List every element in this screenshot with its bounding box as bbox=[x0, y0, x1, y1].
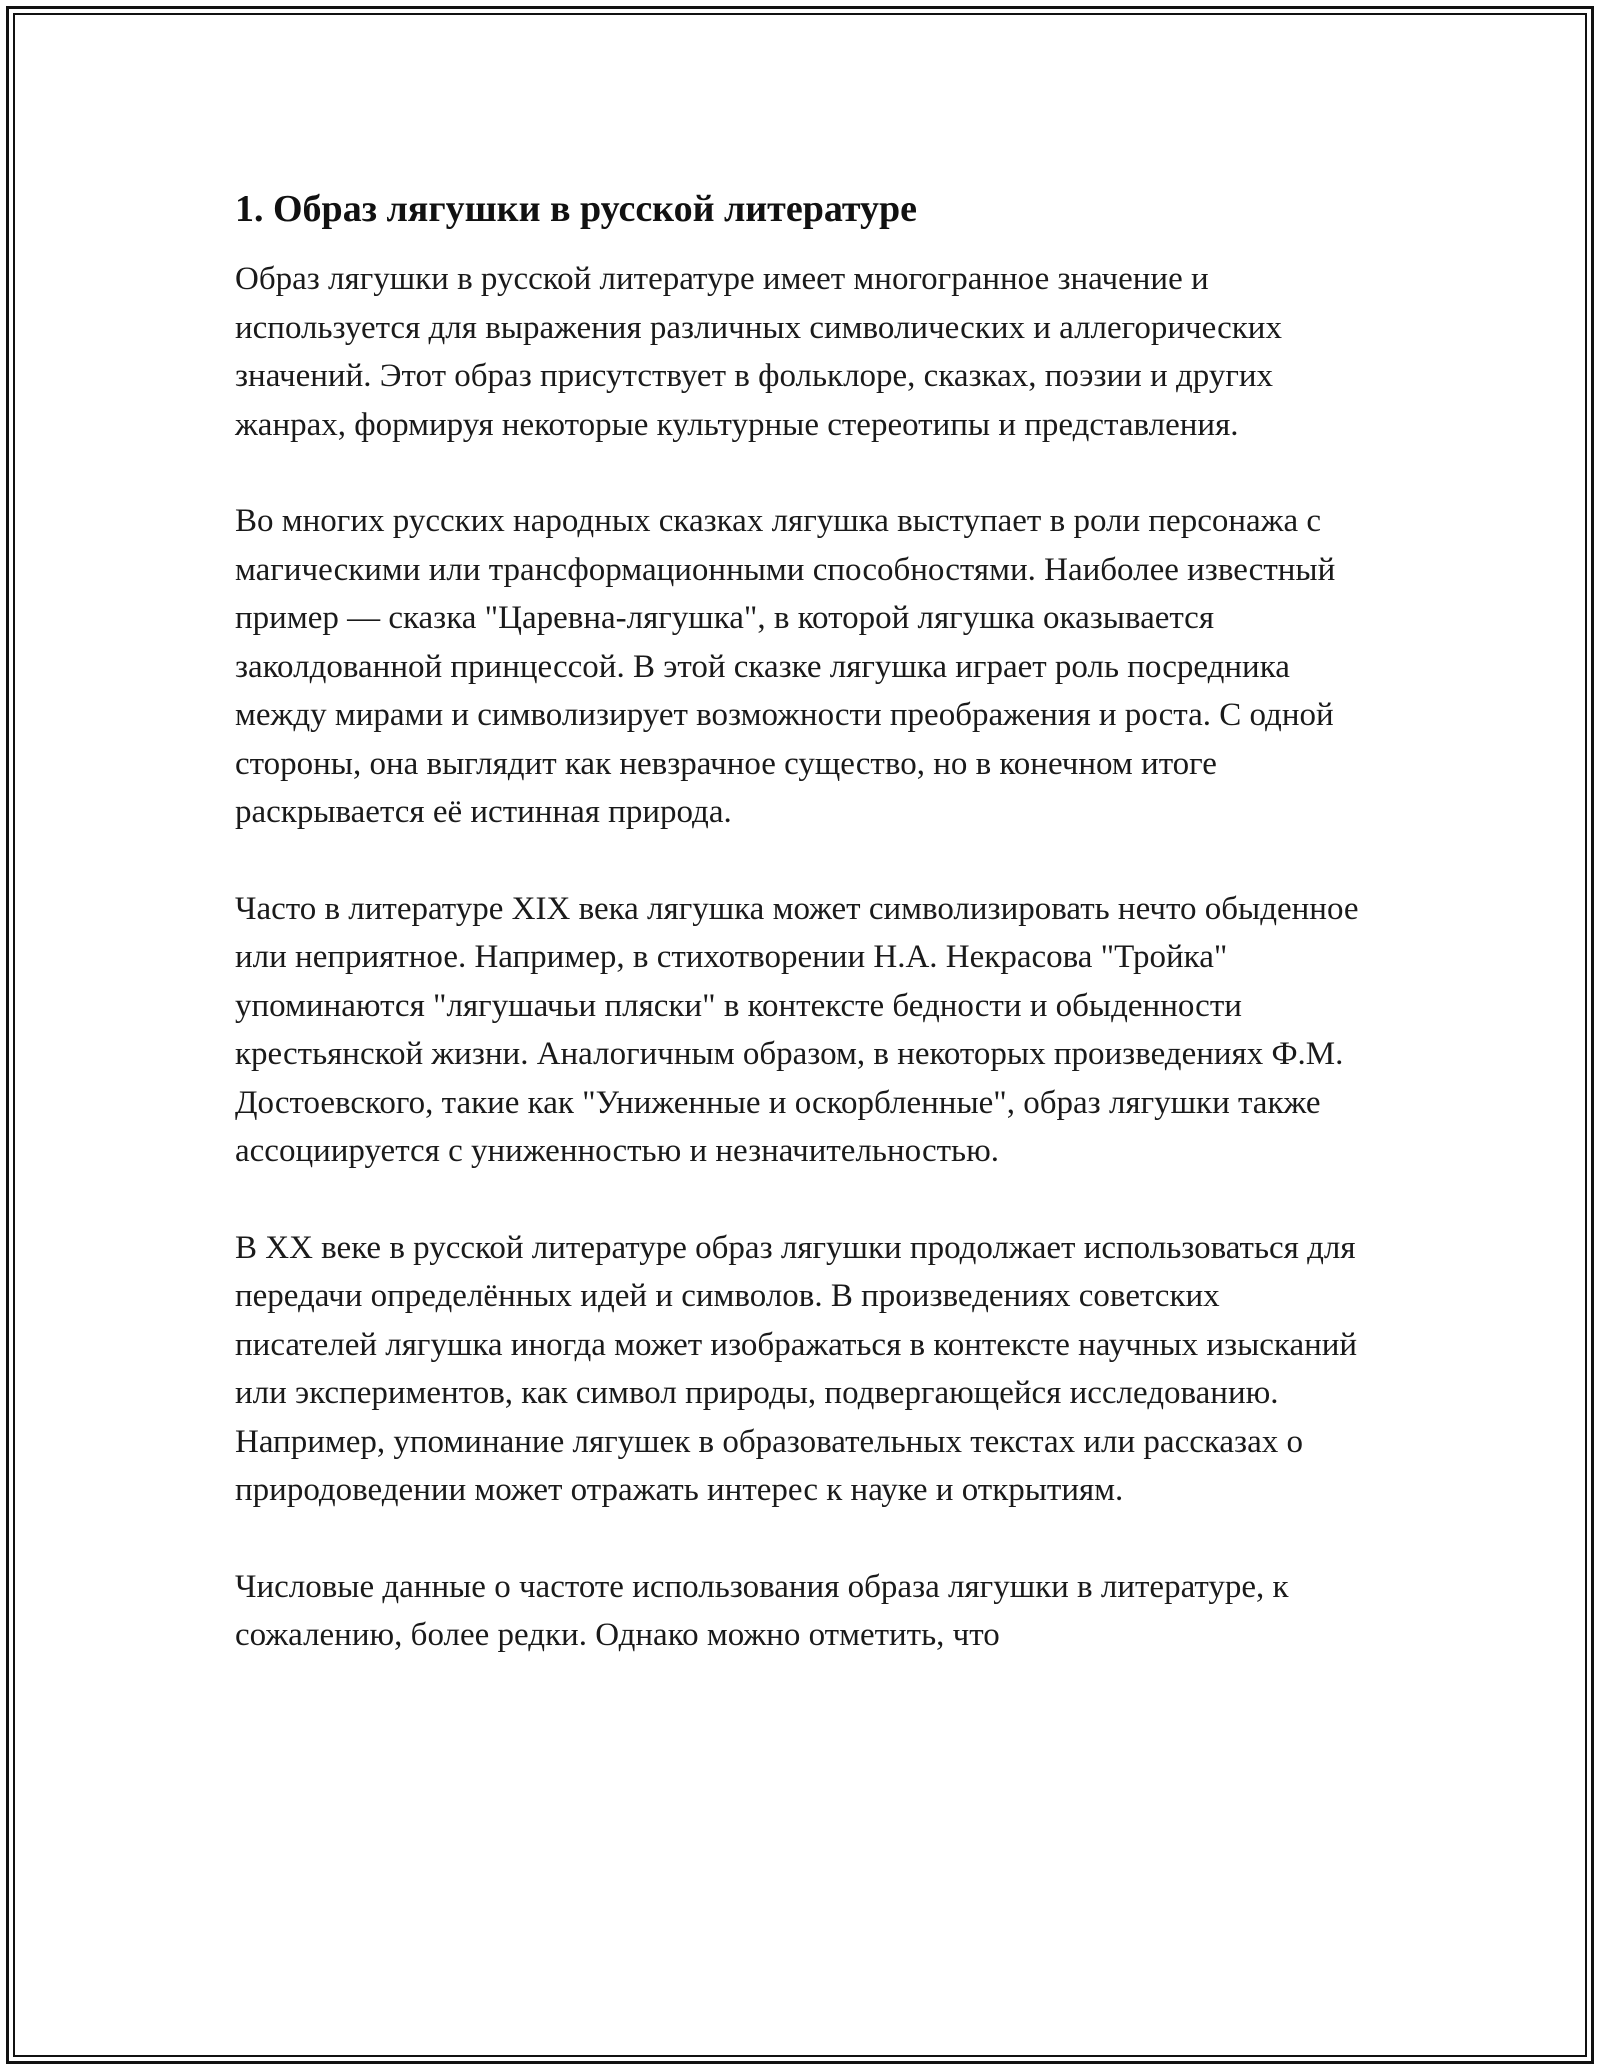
paragraph-intro: Образ лягушки в русской литературе имеет многогранное значение и используется для выражения различных символических и аллегорических значений. Этот образ присутствует в фольклоре, сказках, поэзии и других жанрах, формируя некоторые культурные стереотипы и представления. bbox=[235, 261, 1282, 443]
paragraph-folk-tales: Во многих русских народных сказках лягушка выступает в роли персонажа с магическими или трансформационными способностями. Наиболее известный пример — сказка "Царевна-лягушка", в которой лягушка оказывается заколдованной принцессой. В этой сказке лягушка играет роль посредника между мирами и символизирует возможности преображения и роста. С одной стороны, она выглядит как невзрачное существо, но в конечном итоге раскрывается её истинная природа. bbox=[235, 503, 1336, 830]
paragraph-19th-century: Часто в литературе XIX века лягушка может символизировать нечто обыденное или неприятное. Например, в стихотворении Н.А. Некрасова "Тройка" упоминаются "лягушачьи пляски" в контексте бедности и обыденности крестьянской жизни. Аналогичным образом, в некоторых произведениях Ф.М. Достоевского, такие как "Униженные и оскорбленные", образ лягушки также ассоциируется с униженностью и незначительностью. bbox=[235, 890, 1359, 1169]
document-body bbox=[235, 185, 1365, 1708]
section-heading: 1. Образ лягушки в русской литературе bbox=[235, 188, 918, 230]
paragraph-20th-century: В XX веке в русской литературе образ лягушки продолжает использоваться для передачи определённых идей и символов. В произведениях советских писателей лягушка иногда может изображаться в контексте научных изысканий или экспериментов, как символ природы, подвергающейся исследованию. Например, упоминание лягушек в образовательных текстах или рассказах о природоведении может отражать интерес к науке и открытиям. bbox=[235, 1229, 1358, 1508]
paragraph-statistics: Числовые данные о частоте использования образа лягушки в литературе, к сожалению, более редки. Однако можно отметить, что bbox=[235, 1568, 1289, 1653]
